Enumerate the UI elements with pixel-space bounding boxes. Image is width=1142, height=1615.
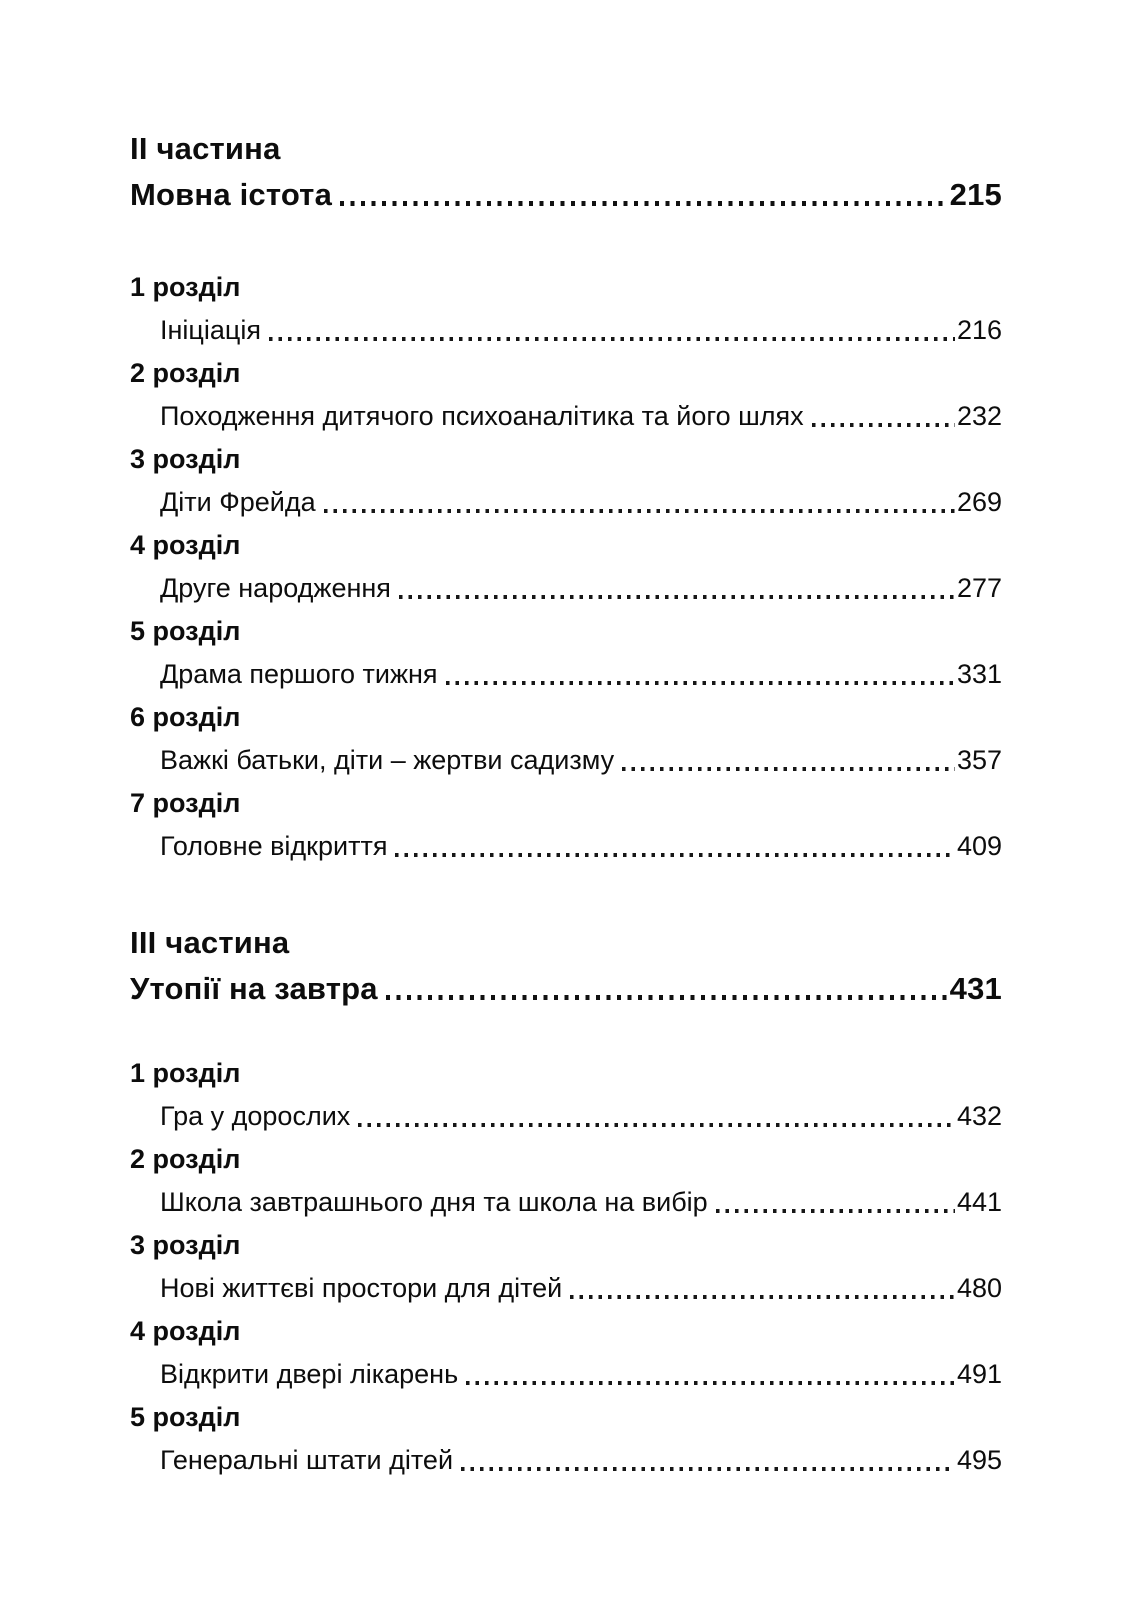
toc-entry	[130, 438, 1002, 524]
dot-leader	[395, 853, 954, 857]
chapter-title: Важкі батьки, діти – жертви садизму	[160, 745, 615, 775]
chapter-title: Гра у дорослих	[160, 1101, 351, 1131]
chapter-title-row	[130, 1181, 1002, 1224]
chapter-label: 6 розділ	[130, 702, 241, 732]
chapter-label: 7 розділ	[130, 788, 241, 818]
dot-leader	[358, 1123, 955, 1127]
part-title-row	[130, 966, 1002, 1012]
chapter-title-row	[130, 481, 1002, 524]
chapter-page-number: 480	[956, 1273, 1002, 1303]
toc-entry	[130, 1396, 1002, 1482]
chapter-page-number: 409	[956, 831, 1002, 861]
chapter-title-row	[130, 1267, 1002, 1310]
dot-leader	[466, 1381, 955, 1385]
chapter-list	[130, 266, 1002, 868]
dot-leader	[324, 509, 955, 513]
chapter-title: Нові життєві простори для дітей	[160, 1273, 563, 1303]
chapter-title: Походження дитячого психоаналітика та його шлях	[160, 401, 804, 431]
dot-leader	[716, 1209, 955, 1213]
chapter-title: Драма першого тижня	[160, 659, 438, 689]
toc-entry	[130, 696, 1002, 782]
chapter-title: Діти Фрейда	[160, 487, 316, 517]
toc-section-part-3	[130, 920, 1002, 1482]
toc-entry	[130, 352, 1002, 438]
dot-leader	[446, 681, 955, 685]
chapter-page-number: 216	[956, 315, 1002, 345]
dot-leader	[386, 995, 948, 1000]
part-title: Утопії на завтра	[130, 971, 378, 1006]
chapter-title: Ініціація	[160, 315, 261, 345]
chapter-page-number: 441	[956, 1187, 1002, 1217]
toc-entry	[130, 782, 1002, 868]
chapter-page-number: 269	[956, 487, 1002, 517]
chapter-label: 5 розділ	[130, 1402, 241, 1432]
chapter-title-row	[130, 309, 1002, 352]
chapter-page-number: 432	[956, 1101, 1002, 1131]
dot-leader	[269, 337, 955, 341]
chapter-page-number: 357	[956, 745, 1002, 775]
chapter-page-number: 491	[956, 1359, 1002, 1389]
toc-section-part-2	[130, 126, 1002, 868]
chapter-title: Відкрити двері лікарень	[160, 1359, 459, 1389]
chapter-list	[130, 1052, 1002, 1482]
part-heading	[130, 126, 1002, 218]
chapter-title-row	[130, 739, 1002, 782]
chapter-title: Друге народження	[160, 573, 391, 603]
chapter-label: 4 розділ	[130, 1316, 241, 1346]
dot-leader	[461, 1467, 955, 1471]
toc-entry	[130, 610, 1002, 696]
chapter-label: 2 розділ	[130, 1144, 241, 1174]
chapter-page-number: 495	[956, 1445, 1002, 1475]
part-label: ІІІ частина	[130, 925, 290, 960]
chapter-title-row	[130, 825, 1002, 868]
chapter-title-row	[130, 1353, 1002, 1396]
chapter-title-row	[130, 567, 1002, 610]
chapter-title-row	[130, 395, 1002, 438]
dot-leader	[622, 767, 955, 771]
chapter-title: Головне відкриття	[160, 831, 388, 861]
toc-entry	[130, 1310, 1002, 1396]
chapter-title-row	[130, 1439, 1002, 1482]
dot-leader	[570, 1295, 955, 1299]
chapter-page-number: 232	[956, 401, 1002, 431]
toc-entry	[130, 1224, 1002, 1310]
chapter-label: 4 розділ	[130, 530, 241, 560]
chapter-title-row	[130, 653, 1002, 696]
chapter-page-number: 331	[956, 659, 1002, 689]
dot-leader	[812, 423, 955, 427]
toc-entry	[130, 1138, 1002, 1224]
chapter-label: 3 розділ	[130, 444, 241, 474]
part-heading	[130, 920, 1002, 1012]
chapter-title: Генеральні штати дітей	[160, 1445, 454, 1475]
chapter-title-row	[130, 1095, 1002, 1138]
toc-entry	[130, 266, 1002, 352]
part-title-row	[130, 172, 1002, 218]
toc-entry	[130, 524, 1002, 610]
chapter-label: 5 розділ	[130, 616, 241, 646]
toc-entry	[130, 1052, 1002, 1138]
chapter-page-number: 277	[956, 573, 1002, 603]
dot-leader	[399, 595, 955, 599]
chapter-label: 3 розділ	[130, 1230, 241, 1260]
chapter-label: 1 розділ	[130, 1058, 241, 1088]
chapter-title: Школа завтрашнього дня та школа на вибір	[160, 1187, 708, 1217]
part-label: ІІ частина	[130, 131, 281, 166]
dot-leader	[340, 201, 948, 206]
part-page-number: 431	[949, 971, 1002, 1006]
part-page-number: 215	[949, 177, 1002, 212]
chapter-label: 2 розділ	[130, 358, 241, 388]
part-title: Мовна істота	[130, 177, 333, 212]
chapter-label: 1 розділ	[130, 272, 241, 302]
